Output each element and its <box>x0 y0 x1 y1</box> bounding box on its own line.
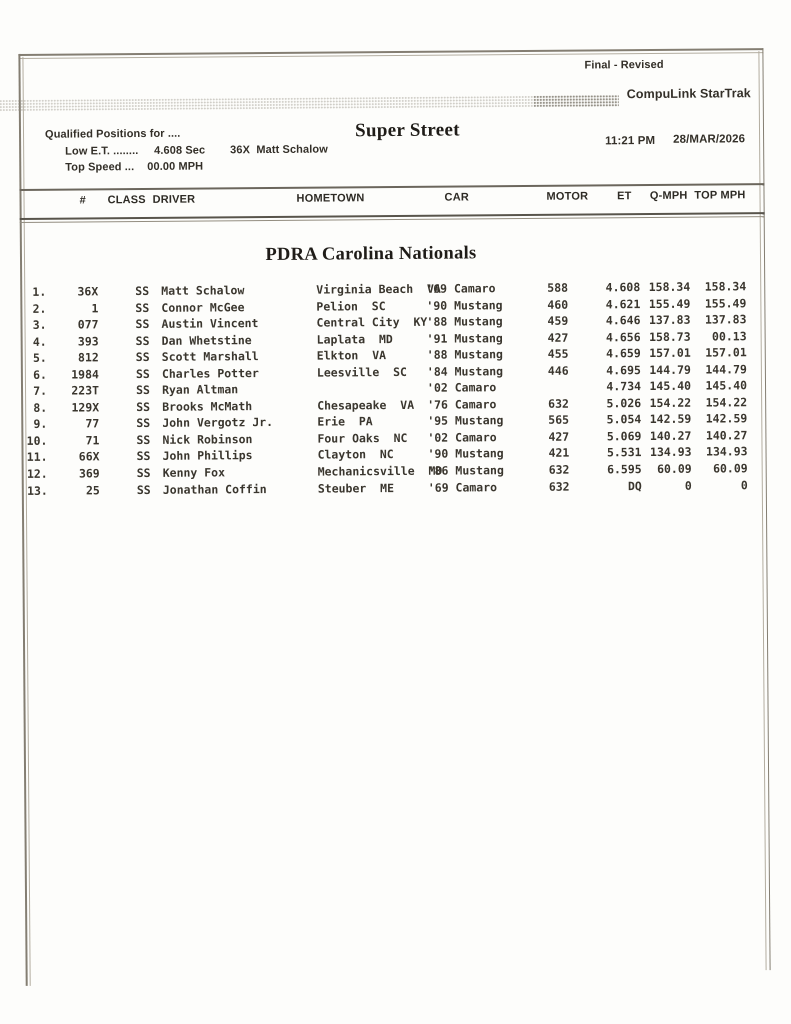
cell-et: 4.734 <box>606 379 642 394</box>
top-speed-value: 00.00 MPH <box>147 160 204 173</box>
cell-position: 7. <box>33 384 48 399</box>
cell-qmph: 137.83 <box>648 312 691 328</box>
cell-car-number: 369 <box>78 466 100 481</box>
column-header-top-mph: TOP MPH <box>694 189 746 202</box>
qualified-positions-label: Qualified Positions for .... <box>44 127 181 141</box>
frame-right-line-outer <box>762 48 771 970</box>
cell-class: SS <box>136 482 151 497</box>
cell-top-mph: 137.83 <box>704 312 747 327</box>
cell-class: SS <box>136 416 151 431</box>
cell-et: 4.656 <box>605 329 641 344</box>
halftone-band <box>0 95 619 111</box>
cell-et: 5.069 <box>606 428 642 444</box>
cell-motor: 446 <box>547 363 569 378</box>
cell-qmph: 140.27 <box>649 428 692 443</box>
cell-motor: 455 <box>547 346 569 361</box>
cell-motor: 632 <box>548 479 570 494</box>
cell-qmph: 154.22 <box>649 395 692 410</box>
cell-top-mph: 155.49 <box>704 295 747 311</box>
cell-hometown: Central City KY <box>316 314 428 330</box>
status-text: Final - Revised <box>584 58 664 72</box>
cell-car-number: 36X <box>77 284 99 299</box>
column-header--: # <box>79 194 86 207</box>
cell-driver: Brooks McMath <box>162 398 253 414</box>
cell-class: SS <box>135 350 150 365</box>
cell-class: SS <box>136 465 151 481</box>
cell-class: SS <box>135 300 150 315</box>
cell-car: '69 Camaro <box>426 281 496 296</box>
cell-car-number: 1 <box>91 300 99 315</box>
cell-hometown: Steuber ME <box>317 480 395 496</box>
cell-et: 6.595 <box>606 462 642 477</box>
cell-qmph: 158.34 <box>648 279 691 295</box>
cell-position: 13. <box>26 483 48 498</box>
cell-et: 5.531 <box>606 445 642 460</box>
cell-hometown: Virginia Beach VA <box>316 281 441 297</box>
cell-car: '02 Camaro <box>427 430 497 445</box>
cell-position: 3. <box>32 317 47 332</box>
cell-et: 5.054 <box>606 412 642 427</box>
cell-car: '86 Mustang <box>427 463 504 478</box>
cell-position: 6. <box>32 367 47 382</box>
cell-qmph: 158.73 <box>649 329 691 344</box>
cell-car-number: 66X <box>78 449 100 464</box>
cell-driver: Charles Potter <box>161 365 259 381</box>
cell-qmph: 144.79 <box>649 362 691 377</box>
cell-car-number: 077 <box>77 317 99 332</box>
cell-driver: Austin Vincent <box>161 316 259 331</box>
cell-car: '91 Mustang <box>426 330 503 346</box>
cell-position: 10. <box>26 433 48 448</box>
cell-et: 4.695 <box>606 362 641 378</box>
cell-qmph: 142.59 <box>649 412 692 427</box>
cell-car: '95 Mustang <box>427 413 504 429</box>
cell-position: 5. <box>32 350 47 366</box>
cell-top-mph: 0 <box>740 477 748 492</box>
cell-qmph: 134.93 <box>649 445 692 460</box>
print-time: 11:21 PM <box>605 134 656 148</box>
cell-motor: 632 <box>548 462 570 477</box>
cell-motor: 588 <box>547 280 569 295</box>
cell-class: SS <box>135 317 150 332</box>
low-et-label: Low E.T. ........ <box>65 145 139 158</box>
cell-qmph: 0 <box>684 478 692 493</box>
cell-car: '02 Camaro <box>426 380 497 396</box>
cell-et: DQ <box>627 478 642 493</box>
cell-hometown: Four Oaks NC <box>317 430 408 446</box>
cell-hometown: Clayton NC <box>317 447 394 463</box>
cell-top-mph: 154.22 <box>705 395 748 410</box>
cell-motor: 565 <box>548 413 570 428</box>
cell-car-number: 71 <box>85 433 100 448</box>
cell-car: '88 Mustang <box>426 314 503 329</box>
cell-top-mph: 60.09 <box>712 461 748 476</box>
cell-class: SS <box>135 333 150 348</box>
cell-driver: Scott Marshall <box>161 349 259 365</box>
print-date: 28/MAR/2026 <box>673 133 746 146</box>
cell-car: '90 Mustang <box>426 297 503 313</box>
cell-class: SS <box>135 366 150 381</box>
cell-position: 9. <box>33 417 48 432</box>
cell-position: 12. <box>26 466 48 481</box>
event-title: PDRA Carolina Nationals <box>265 243 477 266</box>
cell-top-mph: 00.13 <box>711 328 747 344</box>
column-header-hometown: HOMETOWN <box>296 192 365 205</box>
cell-driver: Kenny Fox <box>162 465 226 480</box>
cell-et: 4.621 <box>605 296 641 311</box>
results-rows <box>0 278 791 499</box>
cell-car: '84 Mustang <box>426 363 504 379</box>
cell-hometown: Leesville SC <box>316 364 407 380</box>
cell-et: 4.608 <box>605 280 641 295</box>
cell-class: SS <box>135 383 150 398</box>
cell-driver: Dan Whetstine <box>161 332 252 348</box>
cell-car-number: 1984 <box>71 367 99 382</box>
cell-position: 4. <box>32 334 47 349</box>
cell-top-mph: 134.93 <box>705 444 748 460</box>
cell-car-number: 77 <box>85 416 100 431</box>
category-title: Super Street <box>355 119 460 142</box>
cell-car-number: 25 <box>85 482 100 497</box>
cell-class: SS <box>136 449 151 464</box>
column-header-et: ET <box>617 190 632 203</box>
low-et-holder: 36X Matt Schalow <box>230 143 328 157</box>
cell-driver: John Phillips <box>162 448 253 464</box>
low-et-value: 4.608 Sec <box>154 144 206 157</box>
cell-top-mph: 158.34 <box>704 279 747 294</box>
cell-car: '69 Camaro <box>427 479 498 495</box>
cell-hometown: Pelion SC <box>316 298 386 314</box>
column-header-car: CAR <box>444 191 470 204</box>
cell-top-mph: 145.40 <box>705 378 748 393</box>
cell-top-mph: 142.59 <box>705 411 748 426</box>
cell-top-mph: 144.79 <box>705 361 747 377</box>
cell-position: 11. <box>26 450 48 465</box>
cell-class: SS <box>135 283 150 299</box>
cell-driver: Matt Schalow <box>161 283 245 298</box>
column-header-class: CLASS <box>107 193 146 207</box>
cell-motor: 632 <box>548 396 569 411</box>
cell-position: 1. <box>32 284 47 299</box>
cell-motor: 421 <box>548 446 570 461</box>
cell-car-number: 393 <box>77 333 99 349</box>
cell-driver: John Vergotz Jr. <box>162 415 274 431</box>
cell-qmph: 145.40 <box>649 378 692 394</box>
cell-driver: Ryan Altman <box>161 382 239 398</box>
cell-motor: 459 <box>547 313 569 328</box>
cell-car-number: 129X <box>71 400 100 415</box>
cell-car-number: 223T <box>71 383 100 398</box>
cell-motor: 427 <box>547 330 569 345</box>
cell-qmph: 155.49 <box>648 296 691 311</box>
cell-qmph: 60.09 <box>656 461 692 476</box>
column-header-motor: MOTOR <box>546 190 589 203</box>
cell-car: '88 Mustang <box>426 347 503 362</box>
cell-class: SS <box>136 399 151 414</box>
cell-driver: Jonathan Coffin <box>162 481 267 497</box>
cell-car-number: 812 <box>77 350 99 365</box>
cell-et: 4.659 <box>606 346 641 361</box>
cell-hometown: Chesapeake VA <box>317 397 415 413</box>
cell-top-mph: 157.01 <box>705 345 747 360</box>
column-header-driver: DRIVER <box>152 193 196 206</box>
cell-position: 8. <box>33 400 48 415</box>
cell-qmph: 157.01 <box>649 345 691 361</box>
cell-hometown: Laplata MD <box>316 331 393 347</box>
cell-hometown: Mechanicsville MD <box>317 463 443 479</box>
top-speed-label: Top Speed ... <box>65 161 135 174</box>
cell-et: 4.646 <box>605 313 641 328</box>
table-header-row <box>0 189 789 211</box>
cell-motor: 427 <box>548 429 570 444</box>
cell-driver: Nick Robinson <box>162 432 253 447</box>
cell-motor: 460 <box>547 297 569 312</box>
cell-car: '76 Camaro <box>427 397 497 412</box>
brand-text: CompuLink StarTrak <box>626 86 751 102</box>
cell-driver: Connor McGee <box>161 299 245 315</box>
cell-et: 5.026 <box>606 395 642 411</box>
cell-hometown: Erie PA <box>317 414 373 429</box>
cell-car: '90 Mustang <box>427 446 504 462</box>
column-header-q-mph: Q-MPH <box>649 189 688 202</box>
cell-class: SS <box>136 432 151 447</box>
cell-position: 2. <box>32 301 47 316</box>
cell-top-mph: 140.27 <box>705 428 748 443</box>
cell-hometown: Elkton VA <box>316 348 387 363</box>
